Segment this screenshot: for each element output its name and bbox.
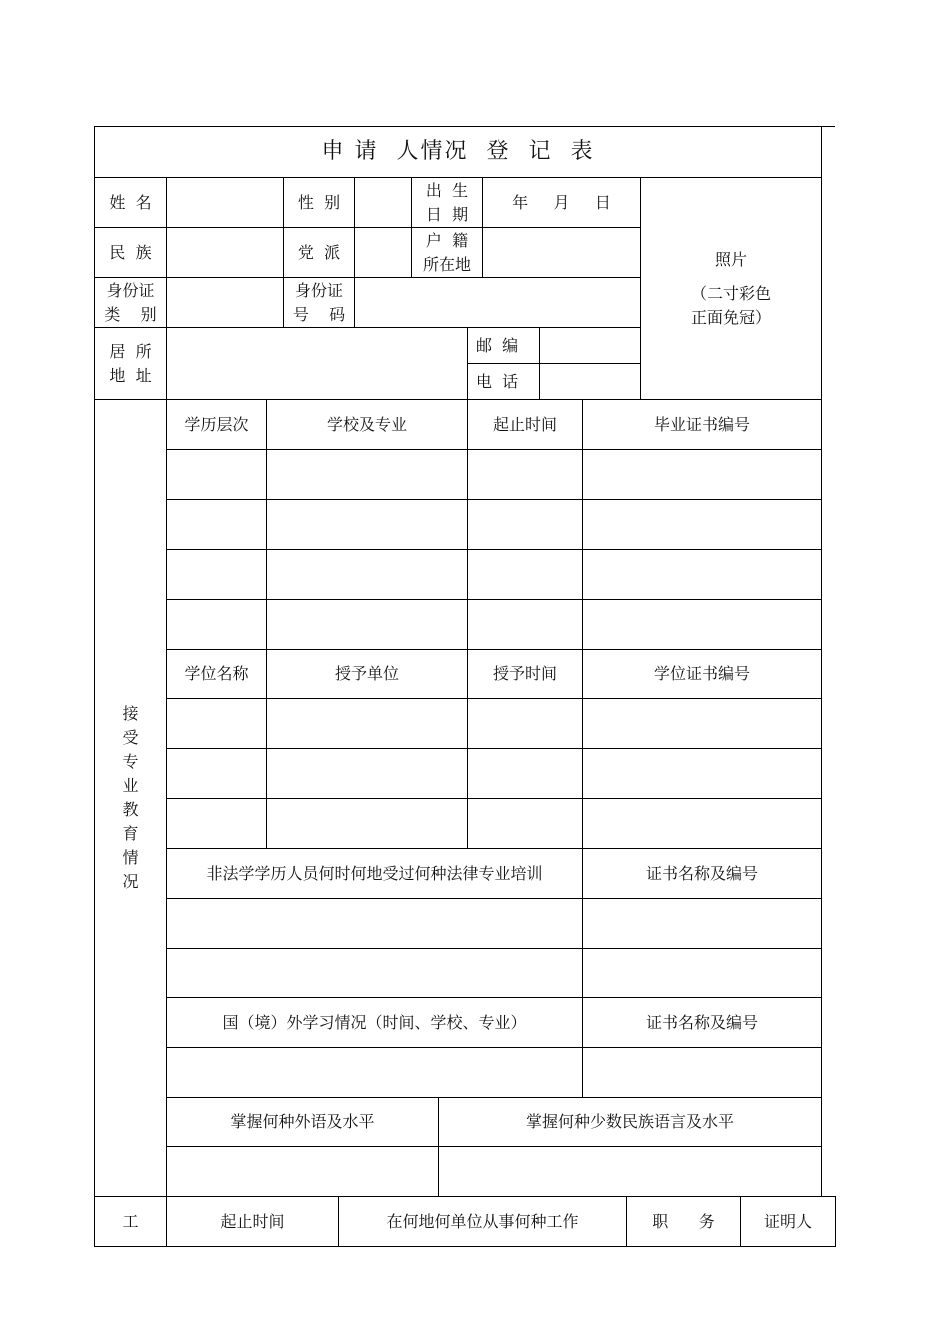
law-cert-header: 证书名称及编号 [645, 863, 758, 883]
photo-note: （二寸彩色 正面免冠） [690, 284, 771, 327]
phone-label: 电 话 [476, 371, 519, 391]
birth-date-field[interactable]: 年 月 日 [512, 192, 611, 212]
id-number-label: 身份证 号 码 [292, 280, 346, 324]
school-major-header: 学校及专业 [326, 414, 407, 434]
ethnicity-field[interactable] [167, 228, 283, 277]
hukou-field[interactable] [483, 228, 640, 277]
position-header: 职 务 [652, 1211, 715, 1231]
postcode-field[interactable] [540, 328, 640, 363]
border-line [835, 1196, 836, 1247]
phone-field[interactable] [540, 364, 640, 399]
degree-grantor-header: 授予单位 [334, 664, 399, 683]
minority-language-header: 掌握何种少数民族语言及水平 [525, 1112, 734, 1131]
border-line [821, 126, 822, 1197]
address-field[interactable] [167, 328, 467, 399]
education-row[interactable] [167, 550, 821, 599]
edu-level-header: 学历层次 [184, 414, 249, 434]
gender-field[interactable] [355, 178, 411, 227]
degree-row[interactable] [167, 749, 821, 798]
minority-language-field[interactable] [439, 1147, 821, 1196]
foreign-language-field[interactable] [167, 1147, 438, 1196]
name-field[interactable] [167, 178, 283, 227]
abroad-study-header: 国（境）外学习情况（时间、学校、专业） [222, 1012, 527, 1032]
border-line [94, 1246, 835, 1247]
name-label: 姓 名 [109, 192, 152, 212]
law-training-header: 非法学学历人员何时何地受过何种法律专业培训 [206, 863, 543, 883]
edu-period-header: 起止时间 [492, 414, 557, 434]
id-number-field[interactable] [355, 278, 640, 327]
abroad-study-row[interactable] [167, 1048, 821, 1097]
diploma-number-header: 毕业证书编号 [653, 414, 750, 434]
witness-header: 证明人 [763, 1211, 812, 1231]
law-training-row[interactable] [167, 899, 821, 948]
degree-row[interactable] [167, 699, 821, 748]
birth-date-label: 出 生 日 期 [425, 180, 469, 224]
degree-row[interactable] [167, 799, 821, 848]
party-field[interactable] [355, 228, 411, 277]
degree-date-header: 授予时间 [492, 664, 557, 683]
degree-cert-number-header: 学位证书编号 [653, 664, 750, 683]
address-label: 居 所 地 址 [109, 341, 152, 385]
id-type-field[interactable] [167, 278, 283, 327]
education-row[interactable] [167, 500, 821, 549]
postcode-label: 邮 编 [476, 335, 519, 355]
abroad-cert-header: 证书名称及编号 [645, 1012, 758, 1032]
form-title: 申 请 人情况 登 记 表 [321, 139, 595, 164]
ethnicity-label: 民 族 [109, 242, 152, 262]
education-row[interactable] [167, 600, 821, 649]
hukou-label: 户 籍 所在地 [422, 230, 471, 274]
gender-label: 性 别 [297, 192, 341, 212]
work-section-label: 工 [122, 1211, 139, 1231]
party-label: 党 派 [297, 242, 341, 262]
education-row[interactable] [167, 450, 821, 499]
foreign-language-header: 掌握何种外语及水平 [230, 1112, 375, 1131]
degree-name-header: 学位名称 [184, 664, 249, 683]
work-unit-header: 在何地何单位从事何种工作 [386, 1211, 579, 1231]
photo-label: 照片 [714, 250, 747, 269]
law-training-row[interactable] [167, 949, 821, 997]
education-section-label: 接 受 专 业 教 育 情 况 [122, 704, 139, 891]
work-period-header: 起止时间 [220, 1211, 285, 1231]
id-type-label: 身份证 类 别 [104, 280, 157, 324]
